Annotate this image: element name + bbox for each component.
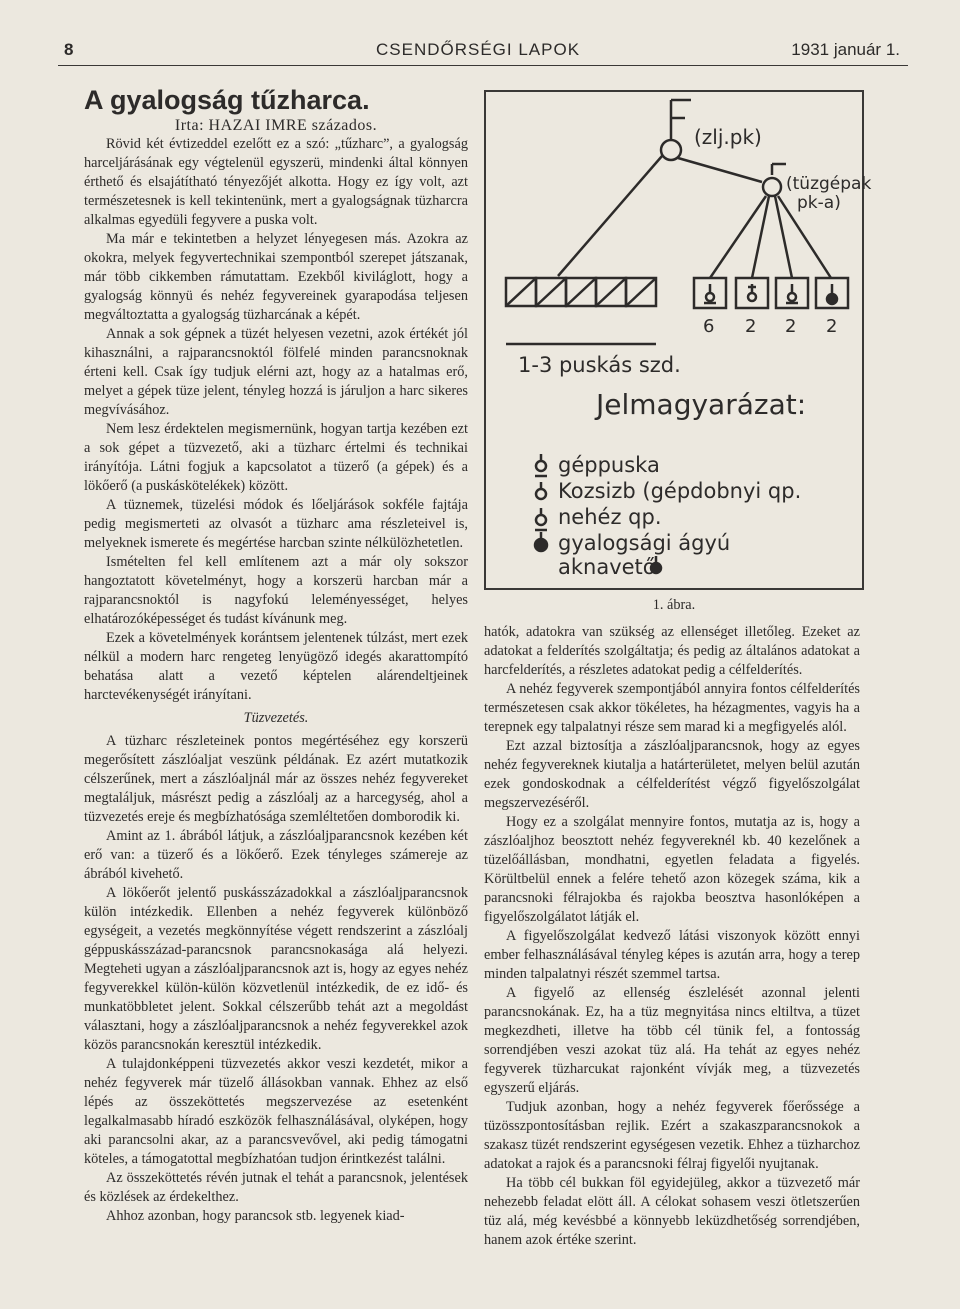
legend-item-label: gyalogsági ágyú xyxy=(558,531,731,555)
count-label: 2 xyxy=(745,316,757,337)
paragraph: Amint az 1. ábrából látjuk, a zászlóaljparancsnok kezében két erő van: a tüzerő és a lökőerő. Ezek tényleges számereje az ábrából kivehető. xyxy=(84,828,468,882)
paragraph: Ahhoz azonban, hogy parancsok stb. legyenek kiad- xyxy=(106,1208,405,1224)
page-header xyxy=(58,36,908,66)
rifle-companies-label: 1-3 puskás szd. xyxy=(518,353,681,377)
paragraph: hatók, adatokra van szükség az ellenséget illetőleg. Ezeket az adatokat a felderítés szolgáltatja; és pedig az általános adatokat a harcfelderítés, a részletes adatokat pedig a célfelderítés. xyxy=(484,624,860,678)
legend-item-label: Kozsizb (gépdobnyi qp. xyxy=(558,479,802,503)
paragraph: A lökőerőt jelentő puskásszázadokkal a zászlóaljparancsnok külön intézkedik. Ellenben a nehéz fegyverek különböző egységeit, a vezetés megkönnyítése végett rendszerint a zászlóalj géppuskásszázad-parancsnok parancsnokasága alá helyezi. Megteheti ugyan a zászlóaljparancsnok azt is, hogy az egyes nehéz fegyverekkel külön-külön közvetlenül intézkedik, de ez idő- és munkatöbbletet jelent. Sokkal célszerűbb tehát azt a megoldást választani, hogy a zászlóaljparancsnok a nehéz fegyverekkel azok közös parancsnokán keresztül intézkedik. xyxy=(84,885,468,1053)
paragraph: A tüznemek, tüzelési módok és lőeljárások sokféle fajtája pedig megismerteti az olvasót a tüzharc ama részleteivel is, melyeknek ismerete és megértése harcban szinte nélkülözhetetlen. xyxy=(84,497,468,551)
paragraph: A tulajdonképpeni tüzvezetés akkor veszi kezdetét, mikor a nehéz fegyverek már tüzelő állásokban vannak. Ehhez az első lépés az összeköttetés megszervezése az esetenként legalkalmasabb híradó eszközök felhasználásával, olyképen, hogy aki parancsolni akar, az a parancsvevővel, aki pedig támogatni köteles, a támogatottal megbízhatóan tudjon érintkezést találni. xyxy=(84,1056,468,1167)
figure-1-diagram xyxy=(484,90,872,590)
legend-title: Jelmagyarázat: xyxy=(596,388,807,421)
paragraph: Ismételten fel kell említenem azt a már oly sokszor hangoztatott követelményt, hogy a korszerü harcban már a rajparancsnoktól is nagyfokú leleményességet, helyes elhatározóképességet és tudást kívánunk meg. xyxy=(84,554,468,627)
paragraph: A figyelő az ellenség észlelését azonnal jelenti parancsnokának. Ez, ha a tüz megnyitása nincs eltiltva, a tüzet megkezdheti, illetve ha több cél tünik fel, a fontosság sorrendjében veszi azokat tüz alá. Ha tehát az egyes nehéz fegyverek tüzharcukat rajonként vívják meg, a tüzvezetés egyszerű eljárás. xyxy=(484,985,860,1096)
issue-date: 1931 január 1. xyxy=(791,40,900,59)
paragraph: A figyelőszolgálat kedvező látási viszonyok között ennyi ember felhasználásával tényleg képes is azután arra, hogy a terep minden talpalatnyi részét szemmel tartsa. xyxy=(484,928,860,982)
fire-commander-label-2: pk-a) xyxy=(797,193,841,213)
paragraph: A nehéz fegyverek szempontjából annyira fontos célfelderítés természetesen csak akkor tökéletes, ha hézagmentes, vagyis ha a terepnek egy talpalatnyi része sem marad ki a megfigyelés alól. xyxy=(484,681,860,735)
header-rule xyxy=(58,65,908,66)
count-label: 2 xyxy=(826,316,838,337)
infantry-gun-icon xyxy=(535,539,547,551)
paragraph: Ma már e tekintetben a helyzet lényegesen más. Azokra az okokra, melyek fegyvertechnikai szempontból szerepet játszanak, már több cikkemben rámutattam. Ezekből kiviláglott, hogy a gyalogság könnyü és nehéz fegyvereinek gyarapodása teljesen megváltoztatta a gyalogság tüzharcának a képét. xyxy=(84,231,468,323)
legend-item-label: nehéz qp. xyxy=(558,505,662,529)
paragraph: A tüzharc részleteinek pontos megértéséhez egy korszerü megerősített zászlóaljat veszünk példának. Ez azért mutatkozik célszerűnek, mert a zászlóaljnál már az összes nehéz fegyvereket megtaláljuk, másrészt pedig a zászlóalj az a harcegység, ahol a tüzvezetés ereje és megbízhatósága szemléltetően domborodik ki. xyxy=(84,733,468,825)
machine-gun-icon xyxy=(536,461,546,471)
paragraph: Ezek a követelmények korántsem jelentenek túlzást, mert ezek nélkül a modern harc rengeteg lenyügöző idegés akarattompító behatása alatt a vezető képtelen alárendeltjeinek harctevékenységét irányítani. xyxy=(84,630,468,703)
paragraph: Ezt azzal biztosítja a zászlóaljparancsnok, hogy az egyes nehéz fegyvereknek kiutalja a határterületet, melyen belül azután ezek gondoskodnak a célfelderítést végző figyelőszolgálat megszervezéséről. xyxy=(484,738,860,811)
article-byline: Irta: HAZAI IMRE százados. xyxy=(174,117,378,134)
fire-commander-label-1: (tüzgépak xyxy=(786,174,872,194)
subheading: Tüzvezetés. xyxy=(243,710,309,726)
right-column xyxy=(484,623,860,1250)
paragraph: Tudjuk azonban, hogy a nehéz fegyverek főerőssége a tüzösszpontosításban rejlik. Ezért a szakaszparancsnokok a szakasz tüzét rendszerint egységesen vezetik. Ehhez a tüzharchoz adatokat a rajok és a parancsnoki félraj figyelői nyujtanak. xyxy=(484,1099,860,1172)
fire-commander-icon xyxy=(763,178,781,196)
paragraph: Rövid két évtizeddel ezelőtt ez a szó: „tűzharc”, a gyalogság harceljárásának egy végtelenül egyszerü, mindenki által könnyen érthető és elsajátítható tényezőjét alkotta. Hogy ez így volt, azt természetesnek is kell tekintenünk, mert a gyalogságnak tüzharcra alkalmas egyedüli fegyvere a puska volt. xyxy=(84,136,468,228)
count-label: 2 xyxy=(785,316,797,337)
page-number: 8 xyxy=(64,40,74,59)
light-machine-gun-icon xyxy=(536,489,546,499)
battalion-commander-label: (zlj.pk) xyxy=(694,125,762,149)
figure-caption: 1. ábra. xyxy=(652,597,696,613)
legend-item-label: géppuska xyxy=(558,453,660,477)
paragraph: Az összeköttetés révén jutnak el tehát a parancsnok, jelentések és közlések az érdekelthez. xyxy=(84,1170,468,1205)
count-label: 6 xyxy=(703,316,715,337)
heavy-machine-gun-icon xyxy=(536,515,546,525)
paragraph: Annak a sok gépnek a tüzét helyesen vezetni, azok értékét jól kihasználni, a rajparancsnoktól fölfelé minden parancsnoknak érteni kell. Csak így tudjuk elérni azt, hogy az a hatalmas erő, melyet a gépek tüze jelent, tényleg hozzá is járuljon a harc sikeres megvívásához. xyxy=(84,326,468,418)
paragraph: Nem lesz érdektelen megismernünk, hogyan tartja kezében ezt a sok gépet a tüzvezető, aki a tüzharc értelmi és technikai irányítója. Látni fogjuk a kapcsolatot a tüzerő (a gépek) és a lökőerő (a puskáskötelékek) között. xyxy=(84,421,468,494)
organization-diagram xyxy=(486,92,872,588)
left-column xyxy=(84,84,468,1226)
legend-item-label: aknavető xyxy=(558,555,656,579)
battalion-commander-icon xyxy=(661,140,681,160)
paragraph: Hogy ez a szolgálat mennyire fontos, mutatja az is, hogy a zászlóaljhoz beosztott nehéz fegyvereknél kb. 40 kezelőnek a tüzelőállásban, mondhatni, egyetlen feladata a figyelés. Körültbelül ennek a felére tehető azon közegek száma, kik a parancsnoki félrajokba és rajokba beosztva hasonlóképen a figyelőszolgálatot látják el. xyxy=(484,814,860,925)
journal-title: CSENDŐRSÉGI LAPOK xyxy=(376,40,581,59)
article-title: A gyalogság tűzharca. xyxy=(84,85,370,115)
paragraph: Ha több cél bukkan föl egyidejüleg, akkor a tüzvezető már nehezebb feladat elött áll. A célokat sohasem veszi ötletszerűen tüz alá, még kevésbbé a könnyebb leküzdhetőség sorrendjében, hanem azok értéke szerint. xyxy=(484,1175,860,1248)
